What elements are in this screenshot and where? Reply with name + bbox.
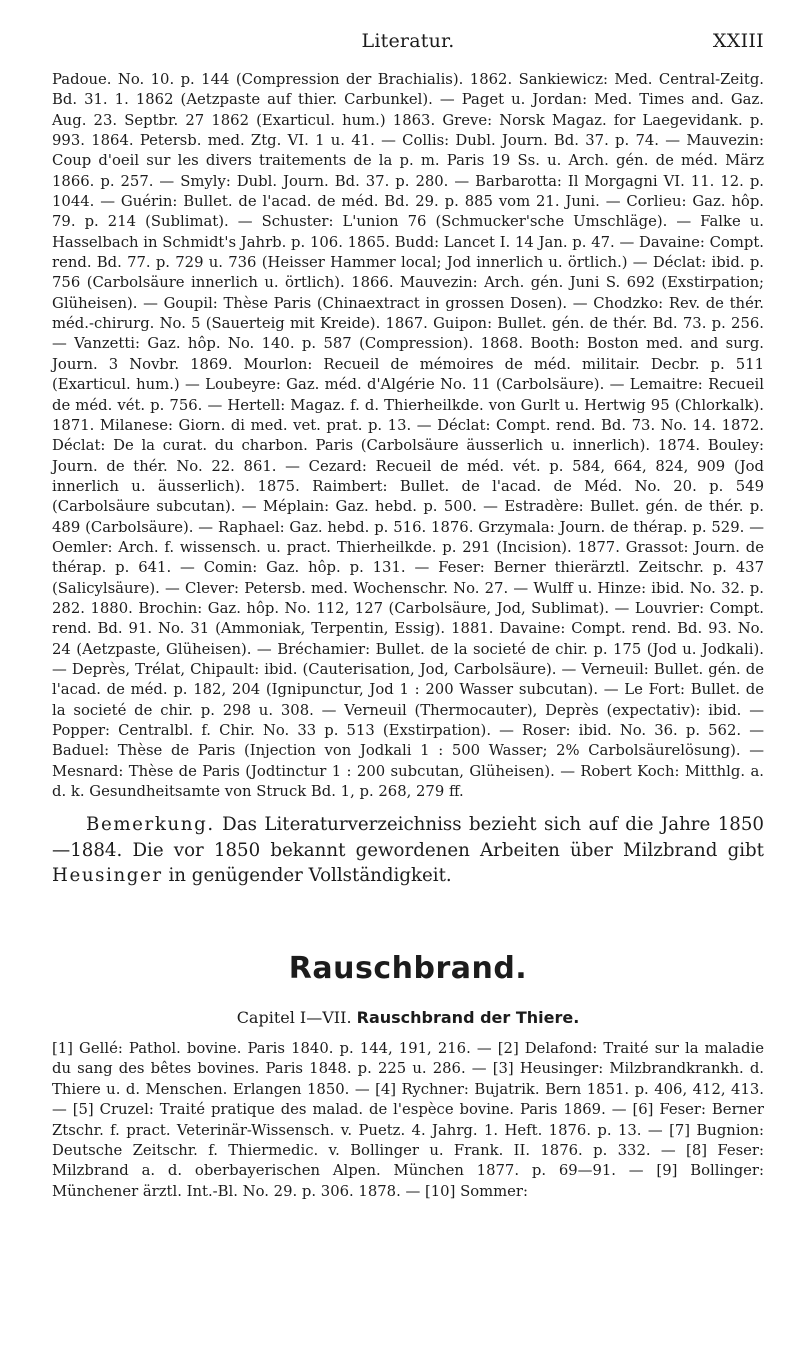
chapter-prefix: Capitel I—VII. — [236, 1007, 357, 1027]
bibliography-text: [1] Gellé: Pathol. bovine. Paris 1840. p. 144, 191, 216. — [2] Delafond: Traité sur la maladie du sang des bêtes bovines. Paris 1848. p. 225 u. 286. — [3] Heusinger: Milzbrandkrankh. d. Thiere u. d. Menschen. Erlangen 1850. — [4] Rychner: Bujatrik. Bern 1851. p. 406, 412, 413. — [5] Cruzel: Traité pratique des malad. de l'espèce bovine. Paris 1869. — [6] Feser: Berner Ztschr. f. pract. Veterinär-Wissensch. v. Puetz. 4. Jahrg. 1. Heft. 1876. p. 13. — [7] Bugnion: Deutsche Zeitschr. f. Thiermedic. v. Bollinger u. Frank. II. 1876. p. 332. — [8] Feser: Milzbrand a. d. oberbayerischen Alpen. München 1877. p. 69—91. — [9] Bollinger: Münchener ärztl. Int.-Bl. No. 29. p. 306. 1878. — [10] Sommer: — [52, 1039, 764, 1200]
remark-author-name: Heusinger — [52, 865, 163, 887]
chapter-title: Rauschbrand der Thiere. — [356, 1007, 580, 1027]
bibliography — [52, 1039, 764, 1202]
remark-text-1: Das Literaturverzeichniss bezieht sich auf die Jahre 1850—1884. Die vor 1850 bekannt gewordenen Arbeiten über Milzbrand gibt — [52, 814, 764, 861]
running-title: Literatur. — [361, 30, 455, 52]
running-header — [52, 30, 764, 70]
page — [52, 30, 764, 1202]
remark-label: Bemerkung. — [86, 814, 215, 836]
remark-text-2: in genügender Vollständigkeit. — [162, 865, 452, 887]
reference-list — [52, 70, 764, 802]
section-title: Rauschbrand. — [288, 950, 528, 986]
chapter-heading — [52, 1008, 764, 1027]
remark-paragraph — [52, 812, 764, 889]
reference-paragraph: Padoue. No. 10. p. 144 (Compression der Brachialis). 1862. Sankiewicz: Med. Central-Zeitg. Bd. 31. 1. 1862 (Aetzpaste auf thier. Carbunkel). — Paget u. Jordan: Med. Times and. Gaz. Aug. 23. Septbr. 27 1862 (Exarticul. hum.) 1863. Greve: Norsk Magaz. for Laegevidank. p. 993. 1864. Petersb. med. Ztg. VI. 1 u. 41. — Collis: Dubl. Journ. Bd. 37. p. 74. — Mauvezin: Coup d'oeil sur les divers traitements de la p. m. Paris 19 Ss. u. Arch. gén. de méd. März 1866. p. 257. — Smyly: Dubl. Journ. Bd. 37. p. 280. — Barbarotta: Il Morgagni VI. 11. 12. p. 1044. — Guérin: Bullet. de l'acad. de méd. Bd. 29. p. 885 vom 21. Juni. — Corlieu: Gaz. hôp. 79. p. 214 (Sublimat). — Schuster: L'union 76 (Schmucker'sche Umschläge). — Falke u. Hasselbach in Schmidt's Jahrb. p. 106. 1865. Budd: Lancet I. 14 Jan. p. 47. — Davaine: Compt. rend. Bd. 77. p. 729 u. 736 (Heisser Hammer local; Jod innerlich u. örtlich.) — Déclat: ibid. p. 756 (Carbolsäure innerlich u. örtlich). 1866. Mauvezin: Arch. gén. Juni S. 692 (Exstirpation; Glüheisen). — Goupil: Thèse Paris (Chinaextract in grossen Dosen). — Chodzko: Rev. de thér. méd.-chirurg. No. 5 (Sauerteig mit Kreide). 1867. Guipon: Bullet. gén. de thér. Bd. 73. p. 256. — Vanzetti: Gaz. hôp. No. 140. p. 587 (Compression). 1868. Booth: Boston med. and surg. Journ. 3 Novbr. 1869. Mourlon: Recueil de mémoires de méd. militair. Decbr. p. 511 (Exarticul. hum.) — Loubeyre: Gaz. méd. d'Algérie No. 11 (Carbolsäure). — Lemaitre: Recueil de méd. vét. p. 756. — Hertell: Magaz. f. d. Thierheilkde. von Gurlt u. Hertwig 95 (Chlorkalk). 1871. Milanese: Giorn. di med. vet. prat. p. 13. — Déclat: Compt. rend. Bd. 73. No. 14. 1872. Déclat: De la curat. du charbon. Paris (Carbolsäure äusserlich u. innerlich). 1874. Bouley: Journ. de thér. No. 22. 861. — Cezard: Recueil de méd. vét. p. 584, 664, 824, 909 (Jod innerlich u. äusserlich). 1875. Raimbert: Bullet. de l'acad. de Méd. No. 20. p. 549 (Carbolsäure subcutan). — Méplain: Gaz. hebd. p. 500. — Estradère: Bullet. gén. de thér. p. 489 (Carbolsäure). — Raphael: Gaz. hebd. p. 516. 1876. Grzymala: Journ. de thérap. p. 529. — Oemler: Arch. f. wissensch. u. pract. Thierheilkde. p. 291 (Incision). 1877. Grassot: Journ. de thérap. p. 641. — Comin: Gaz. hôp. p. 131. — Feser: Berner thierärztl. Zeitschr. p. 437 (Salicylsäure). — Clever: Petersb. med. Wochenschr. No. 27. — Wulff u. Hinze: ibid. No. 32. p. 282. 1880. Brochin: Gaz. hôp. No. 112, 127 (Carbolsäure, Jod, Sublimat). — Louvrier: Compt. rend. Bd. 91. No. 31 (Ammoniak, Terpentin, Essig). 1881. Davaine: Compt. rend. Bd. 93. No. 24 (Aetzpaste, Glüheisen). — Bréchamier: Bullet. de la societé de chir. p. 175 (Jod u. Jodkali). — Deprès, Trélat, Chipault: ibid. (Cauterisation, Jod, Carbolsäure). — Verneuil: Bullet. gén. de l'acad. de méd. p. 182, 204 (Ignipunctur, Jod 1 : 200 Wasser subcutan). — Le Fort: Bullet. de la societé de chir. p. 298 u. 308. — Verneuil (Thermocauter), Deprès (expectativ): ibid. — Popper: Centralbl. f. Chir. No. 33 p. 513 (Exstirpation). — Roser: ibid. No. 36. p. 562. — Baduel: Thèse de Paris (Injection von Jodkali 1 : 500 Wasser; 2% Carbolsäurelösung). — Mesnard: Thèse de Paris (Jodtinctur 1 : 200 subcutan, Glüheisen). — Robert Koch: Mitthlg. a. d. k. Gesundheitsamte von Struck Bd. 1, p. 268, 279 ff. — [52, 71, 764, 801]
page-number: XXIII — [712, 30, 764, 52]
